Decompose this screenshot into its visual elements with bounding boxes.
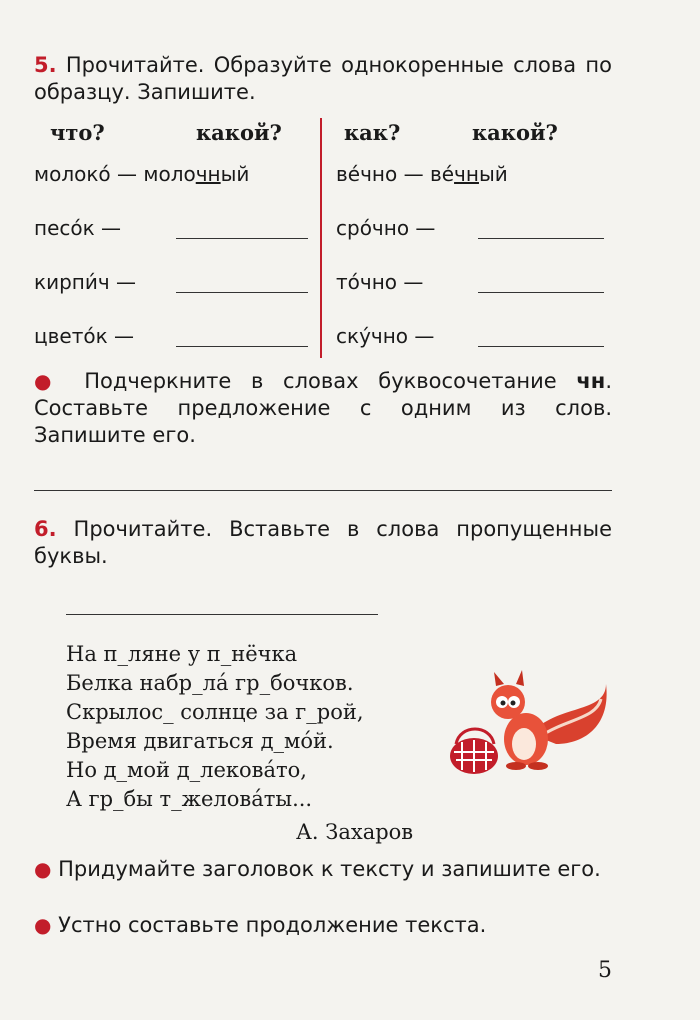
task6-number: 6. <box>34 517 57 541</box>
right-word-exactly: то́чно — <box>336 270 424 294</box>
answer-line-urgently[interactable] <box>478 238 604 239</box>
right-word-urgently: сро́чно — <box>336 216 436 240</box>
poem-line: Скрылос_ солнце за г_рой, <box>66 700 364 724</box>
column-header-how: как? <box>344 120 401 145</box>
bullet-dot-icon: ● <box>34 913 52 937</box>
column-header-which-left: какой? <box>196 120 282 145</box>
task5-bullet-bold: чн <box>576 369 606 393</box>
example-left-dash: — <box>117 162 138 186</box>
example-right <box>336 162 508 186</box>
answer-line-title[interactable] <box>66 614 378 615</box>
answer-line-exactly[interactable] <box>478 292 604 293</box>
task5-instruction-text: Прочитайте. Образуйте однокоренные слова по образцу. Запишите. <box>34 53 612 104</box>
task5-number: 5. <box>34 53 57 77</box>
page-number: 5 <box>598 958 612 983</box>
task5-bullet-text-end: . Составьте предложение с одним из слов. Запишите его. <box>34 369 612 447</box>
example-left-word: молоко́ <box>34 162 111 186</box>
answer-line-sand[interactable] <box>176 238 308 239</box>
task6-bullet-1-text: Придумайте заголовок к тексту и запишите его. <box>58 857 601 881</box>
poem-line: Но д_мой д_лекова́то, <box>66 758 307 782</box>
column-header-what: что? <box>50 120 105 145</box>
left-word-flower: цвето́к — <box>34 324 135 348</box>
task5-instruction <box>34 52 612 106</box>
poem-line: А гр_бы т_желова́ты... <box>66 787 313 811</box>
example-left-derived-chn: чн <box>195 162 221 186</box>
bullet-dot-icon: ● <box>34 857 52 881</box>
left-word-brick: кирпи́ч — <box>34 270 137 294</box>
left-word-sand: песо́к — <box>34 216 122 240</box>
right-word-boringly: ску́чно — <box>336 324 435 348</box>
column-divider <box>320 118 322 358</box>
poem-line: Время двигаться д_мо́й. <box>66 729 334 753</box>
column-header-which-right: какой? <box>472 120 558 145</box>
task6-instruction-text: Прочитайте. Вставьте в слова пропущенные буквы. <box>34 517 612 568</box>
bullet-dot-icon: ● <box>34 369 65 393</box>
poem <box>66 640 466 814</box>
squirrel-illustration <box>446 664 616 784</box>
task5-bullet-text-start: Подчеркните в словах буквосочетание <box>84 369 557 393</box>
example-right-derived-chn: чн <box>454 162 479 186</box>
example-left <box>34 162 249 186</box>
task5-bullet <box>34 368 612 449</box>
poem-author: А. Захаров <box>296 820 414 844</box>
example-right-dash: — <box>403 162 424 186</box>
example-left-derived-start: моло <box>143 162 196 186</box>
example-right-derived-end: ый <box>478 162 508 186</box>
example-left-derived-end: ый <box>220 162 250 186</box>
task6-instruction <box>34 516 612 570</box>
answer-line-sentence[interactable] <box>34 490 612 491</box>
answer-line-flower[interactable] <box>176 346 308 347</box>
answer-line-brick[interactable] <box>176 292 308 293</box>
poem-line: На п_ляне у п_нёчка <box>66 642 298 666</box>
task6-bullet-1 <box>34 856 612 883</box>
example-right-word: ве́чно <box>336 162 398 186</box>
poem-line: Белка набр_ла́ гр_бочков. <box>66 671 354 695</box>
task6-bullet-2 <box>34 912 612 939</box>
answer-line-boringly[interactable] <box>478 346 604 347</box>
task6-bullet-2-text: Устно составьте продолжение текста. <box>58 913 487 937</box>
example-right-derived-start: ве́ <box>429 162 455 186</box>
